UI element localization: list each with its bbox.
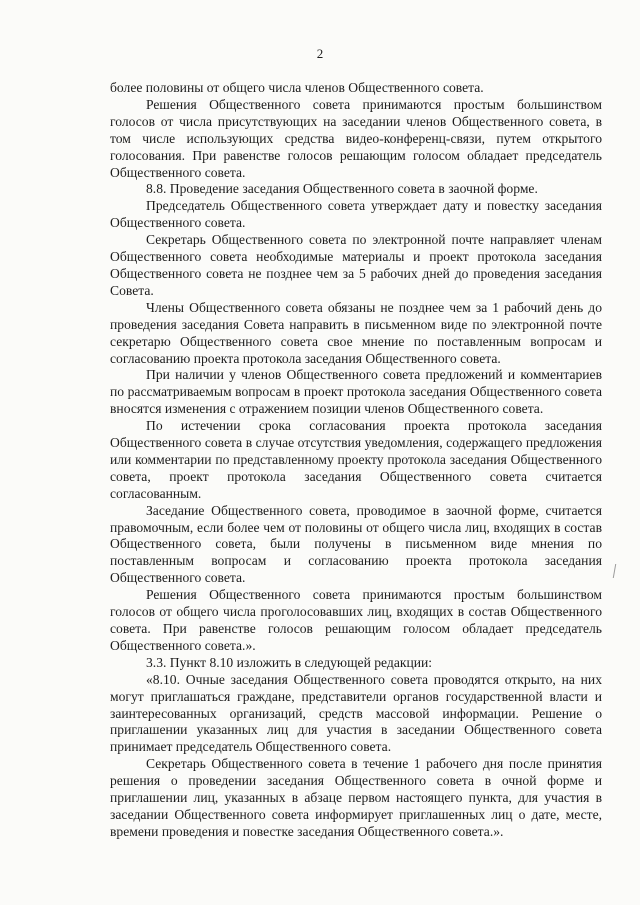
paragraph: «8.10. Очные заседания Общественного совета проводятся открыто, на них могут приглашаться граждане, представители органов государственной власти и заинтересованных организаций, средств массовой информации. Решение о приглашении указанных лиц для участия в заседании Общественного совета принимает председатель Общественного совета. bbox=[110, 671, 602, 755]
margin-pen-mark bbox=[605, 564, 616, 578]
paragraph: При наличии у членов Общественного совета предложений и комментариев по рассматриваемым вопросам в проект протокола заседания Общественного совета вносятся изменения с отражением позиции членов Общественного совета. bbox=[110, 367, 602, 417]
paragraph: Решения Общественного совета принимаются простым большинством голосов от общего числа проголосовавших лиц, входящих в состав Общественного совета. При равенстве голосов решающим голосом обладает председатель Общественного совета.». bbox=[110, 587, 602, 653]
paragraph: Секретарь Общественного совета в течение 1 рабочего дня после принятия решения о проведении заседания Общественного совета в очной форме и приглашении лиц, указанных в абзаце первом настоящего пункта, для участия в заседании Общественного совета информирует приглашенных лиц о дате, месте, времени проведения и повестке заседания Общественного совета.». bbox=[110, 756, 602, 839]
paragraph: Заседание Общественного совета, проводимое в заочной форме, считается правомочным, если более чем от половины от общего числа лиц, входящих в состав Общественного совета, были получены в письменном виде мнения по поставленным вопросам и согласованию проекта протокола заседания Общественного совета. bbox=[110, 502, 602, 586]
paragraph: По истечении срока согласования проекта протокола заседания Общественного совета в случае отсутствия уведомления, содержащего предложения или комментарии по представленному проекту протокола заседания Общественного совета, проект протокола заседания Общественного совета считается согласованным. bbox=[110, 418, 602, 501]
section-heading-8-8: 8.8. Проведение заседания Общественного совета в заочной форме. bbox=[146, 181, 538, 197]
paragraph: Решения Общественного совета принимаются простым большинством голосов от числа присутствующих на заседании членов Общественного совета, в том числе использующих средства видео-конференц-связи, путем открытого голосования. При равенстве голосов решающим голосом обладает председатель Общественного совета. bbox=[110, 96, 602, 180]
page-number: 2 bbox=[316, 46, 324, 61]
paragraph: Секретарь Общественного совета по электронной почте направляет членам Общественного совета необходимые материалы и проект протокола заседания Общественного совета не позднее чем за 5 рабочих дней до проведения заседания Совета. bbox=[110, 232, 602, 298]
amendment-heading-3-3: 3.3. Пункт 8.10 изложить в следующей редакции: bbox=[146, 654, 433, 670]
paragraph: более половины от общего числа членов Общественного совета. bbox=[110, 80, 484, 95]
document-body bbox=[110, 80, 602, 841]
paragraph: Члены Общественного совета обязаны не позднее чем за 1 рабочий день до проведения заседания Совета направить в письменном виде по электронной почте секретарю Общественного совета свое мнение по поставленным вопросам и согласованию проекта протокола заседания Общественного совета. bbox=[110, 299, 602, 366]
paragraph: Председатель Общественного совета утверждает дату и повестку заседания Общественного совета. bbox=[110, 198, 602, 231]
